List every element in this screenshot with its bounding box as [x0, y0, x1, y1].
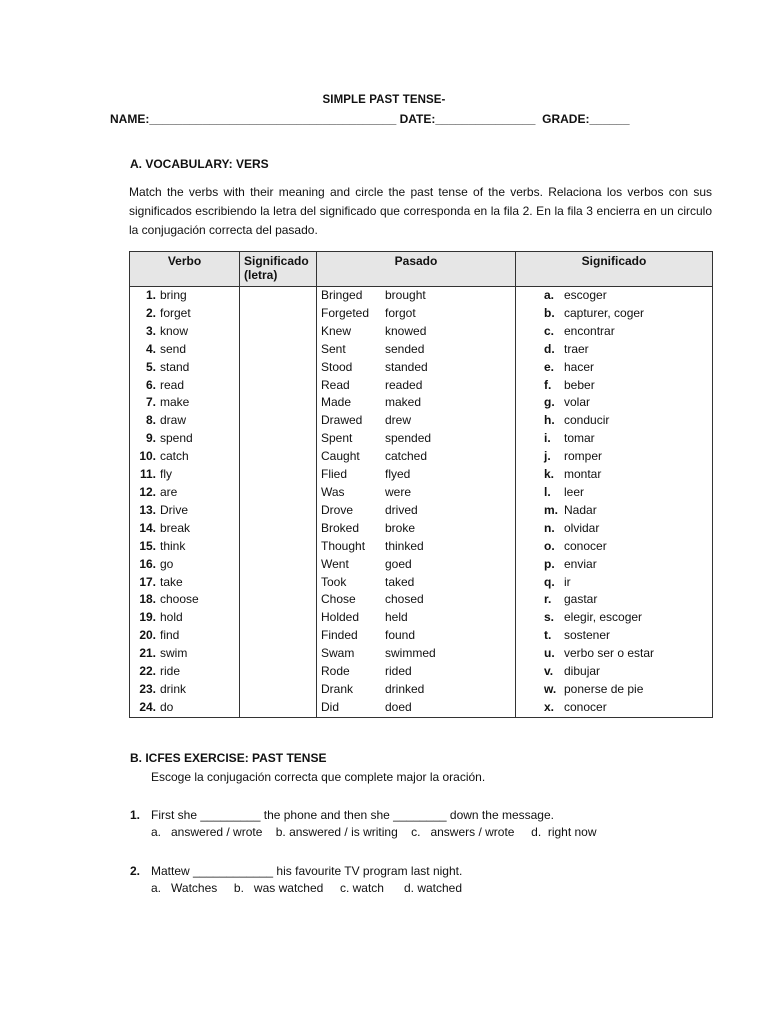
- meaning-cell: [516, 448, 713, 466]
- question-text: First she _________ the phone and then she ________ down the message.: [151, 808, 554, 822]
- verb-cell: [130, 394, 240, 412]
- verb-cell: [130, 645, 240, 663]
- answer-letter-cell[interactable]: [240, 484, 317, 502]
- answer-letter-cell[interactable]: [240, 699, 317, 717]
- table-row: [130, 466, 713, 484]
- meaning: montar: [564, 467, 602, 482]
- past-tense-cell: [317, 699, 516, 717]
- answer-letter-cell[interactable]: [240, 591, 317, 609]
- table-header-row: [130, 252, 713, 287]
- row-number: 24.: [139, 699, 156, 714]
- past-option-2[interactable]: chosed: [385, 592, 424, 607]
- table-row: [130, 520, 713, 538]
- past-option-2[interactable]: found: [385, 628, 416, 643]
- meaning-cell: [516, 574, 713, 592]
- meaning-letter: x.: [544, 699, 555, 714]
- meaning: escoger: [564, 288, 607, 302]
- past-option-1[interactable]: Read: [321, 377, 350, 392]
- meaning-letter: v.: [544, 664, 554, 679]
- row-number: 16.: [139, 556, 156, 571]
- verb: bring: [160, 288, 187, 302]
- meaning: encontrar: [564, 323, 615, 338]
- meaning-cell: [516, 556, 713, 574]
- question-text: Mattew ____________ his favourite TV program last night.: [151, 864, 463, 878]
- table-row: [130, 394, 713, 412]
- question-options: a. Watches b. was watched c. watch d. watched: [151, 881, 463, 895]
- meaning-cell: [516, 520, 713, 538]
- answer-letter-cell[interactable]: [240, 341, 317, 359]
- verb-cell: [130, 305, 240, 323]
- meaning-letter: u.: [544, 646, 555, 661]
- verb: go: [160, 556, 174, 571]
- past-tense-cell: [317, 502, 516, 520]
- answer-letter-cell[interactable]: [240, 394, 317, 412]
- meaning-cell: [516, 466, 713, 484]
- row-number: 21.: [139, 646, 156, 661]
- past-option-1[interactable]: Finded: [321, 628, 358, 643]
- table-row: [130, 359, 713, 377]
- verb: are: [160, 484, 178, 499]
- meaning: traer: [564, 341, 589, 356]
- past-tense-cell: [317, 305, 516, 323]
- table-row: [130, 305, 713, 323]
- meaning-cell: [516, 591, 713, 609]
- answer-letter-cell[interactable]: [240, 609, 317, 627]
- answer-letter-cell[interactable]: [240, 520, 317, 538]
- table-row: [130, 663, 713, 681]
- table-row: [130, 574, 713, 592]
- meaning-letter: w.: [544, 681, 557, 696]
- row-number: 18.: [139, 592, 156, 607]
- row-number: 10.: [139, 449, 156, 464]
- past-option-2[interactable]: were: [385, 484, 412, 499]
- header-significado-letra: Significado (letra): [240, 252, 317, 287]
- row-number: 15.: [139, 538, 156, 553]
- past-tense-cell: [317, 394, 516, 412]
- table-row: [130, 430, 713, 448]
- past-tense-cell: [317, 341, 516, 359]
- row-number: 13.: [139, 502, 156, 517]
- verb: Drive: [160, 502, 189, 517]
- past-option-2[interactable]: readed: [385, 377, 423, 392]
- past-tense-cell: [317, 645, 516, 663]
- past-option-2[interactable]: forgot: [385, 305, 416, 320]
- answer-letter-cell[interactable]: [240, 538, 317, 556]
- table-row: [130, 556, 713, 574]
- verb-cell: [130, 609, 240, 627]
- past-option-2[interactable]: drew: [385, 413, 412, 428]
- meaning: ir: [564, 574, 571, 589]
- row-number: 17.: [139, 574, 156, 589]
- past-option-1[interactable]: Took: [321, 574, 347, 589]
- answer-letter-cell[interactable]: [240, 574, 317, 592]
- past-option-2[interactable]: spended: [385, 431, 432, 446]
- row-number: 9.: [145, 431, 156, 446]
- table-row: [130, 287, 713, 305]
- table-row: [130, 627, 713, 645]
- row-number: 20.: [139, 628, 156, 643]
- verb-cell: [130, 323, 240, 341]
- past-option-1[interactable]: Bringed: [321, 288, 363, 302]
- table-row: [130, 699, 713, 717]
- past-tense-cell: [317, 574, 516, 592]
- past-option-2[interactable]: flyed: [385, 467, 411, 482]
- verb: spend: [160, 431, 193, 446]
- row-number: 22.: [139, 664, 156, 679]
- meaning: olvidar: [564, 520, 600, 535]
- section-a-title: A. VOCABULARY: VERS: [130, 157, 269, 171]
- meaning-letter: s.: [544, 610, 555, 625]
- answer-letter-cell[interactable]: [240, 502, 317, 520]
- row-number: 3.: [145, 323, 156, 338]
- verb-cell: [130, 556, 240, 574]
- question-1: [130, 808, 597, 839]
- meaning-letter: i.: [544, 431, 551, 446]
- meaning-letter: n.: [544, 520, 555, 535]
- section-b-title: B. ICFES EXERCISE: PAST TENSE: [130, 751, 327, 765]
- meaning-letter: o.: [544, 538, 555, 553]
- verb-cell: [130, 681, 240, 699]
- past-tense-cell: [317, 627, 516, 645]
- meaning-cell: [516, 484, 713, 502]
- meaning-cell: [516, 538, 713, 556]
- answer-letter-cell[interactable]: [240, 466, 317, 484]
- past-option-1[interactable]: Broked: [321, 520, 360, 535]
- meaning-letter: h.: [544, 413, 555, 428]
- answer-letter-cell[interactable]: [240, 556, 317, 574]
- verb: take: [160, 574, 183, 589]
- verb: break: [160, 520, 191, 535]
- past-option-1[interactable]: Drawed: [321, 413, 363, 428]
- past-option-2[interactable]: catched: [385, 449, 428, 464]
- header-verbo: Verbo: [130, 252, 240, 287]
- verb: drink: [160, 681, 187, 696]
- past-tense-cell: [317, 591, 516, 609]
- meaning-cell: [516, 377, 713, 395]
- table-row: [130, 591, 713, 609]
- past-option-2[interactable]: drinked: [385, 681, 425, 696]
- past-option-1[interactable]: Swam: [321, 646, 355, 661]
- answer-letter-cell[interactable]: [240, 323, 317, 341]
- verb-cell: [130, 699, 240, 717]
- row-number: 4.: [145, 341, 156, 356]
- meaning-letter: r.: [544, 592, 552, 607]
- verb-cell: [130, 412, 240, 430]
- question-number: 2.: [130, 864, 141, 878]
- meaning-letter: t.: [544, 628, 552, 643]
- meaning-letter: j.: [544, 449, 551, 464]
- verb: send: [160, 341, 187, 356]
- past-tense-cell: [317, 538, 516, 556]
- past-option-1[interactable]: Did: [321, 699, 340, 714]
- table-row: [130, 609, 713, 627]
- verb: choose: [160, 592, 199, 607]
- meaning-letter: l.: [544, 484, 551, 499]
- past-option-1[interactable]: Was: [321, 484, 345, 499]
- vocabulary-table-body: [130, 287, 713, 718]
- meaning-cell: [516, 287, 713, 305]
- past-option-1[interactable]: Went: [321, 556, 349, 571]
- row-number: 7.: [145, 395, 156, 410]
- table-row: [130, 538, 713, 556]
- meaning-cell: [516, 305, 713, 323]
- meaning-cell: [516, 645, 713, 663]
- row-number: 6.: [145, 377, 156, 392]
- verb: know: [160, 323, 189, 338]
- past-option-2[interactable]: doed: [385, 699, 412, 714]
- answer-letter-cell[interactable]: [240, 627, 317, 645]
- verb-cell: [130, 377, 240, 395]
- verb-cell: [130, 430, 240, 448]
- past-option-2[interactable]: brought: [385, 288, 426, 302]
- name-date-grade-line: NAME:_____________________________________ DATE:_______________ GRADE:______: [110, 112, 630, 126]
- past-tense-cell: [317, 556, 516, 574]
- past-option-1[interactable]: Stood: [321, 359, 353, 374]
- past-option-2[interactable]: thinked: [385, 538, 424, 553]
- meaning-letter: b.: [544, 305, 555, 320]
- past-option-1[interactable]: Rode: [321, 664, 350, 679]
- past-option-2[interactable]: maked: [385, 395, 422, 410]
- past-option-2[interactable]: held: [385, 610, 408, 625]
- table-row: [130, 323, 713, 341]
- answer-letter-cell[interactable]: [240, 305, 317, 323]
- meaning: sostener: [564, 628, 611, 643]
- row-number: 8.: [145, 413, 156, 428]
- meaning: dibujar: [564, 664, 601, 679]
- past-tense-cell: [317, 466, 516, 484]
- meaning: verbo ser o estar: [564, 646, 655, 661]
- verb: swim: [160, 646, 188, 661]
- meaning-cell: [516, 663, 713, 681]
- meaning-cell: [516, 430, 713, 448]
- answer-letter-cell[interactable]: [240, 412, 317, 430]
- past-option-1[interactable]: Chose: [321, 592, 356, 607]
- answer-letter-cell[interactable]: [240, 645, 317, 663]
- past-option-2[interactable]: broke: [385, 520, 416, 535]
- meaning: enviar: [564, 556, 597, 571]
- verb: find: [160, 628, 180, 643]
- meaning: conocer: [564, 538, 607, 553]
- meaning-cell: [516, 412, 713, 430]
- table-row: [130, 484, 713, 502]
- row-number: 5.: [145, 359, 156, 374]
- meaning-letter: m.: [544, 502, 559, 517]
- row-number: 23.: [139, 681, 156, 696]
- table-row: [130, 341, 713, 359]
- meaning-cell: [516, 341, 713, 359]
- row-number: 12.: [139, 484, 156, 499]
- meaning-letter: p.: [544, 556, 555, 571]
- verb-cell: [130, 574, 240, 592]
- header-pasado: Pasado: [317, 252, 516, 287]
- past-option-2[interactable]: swimmed: [385, 646, 436, 661]
- row-number: 14.: [139, 520, 156, 535]
- meaning-letter: q.: [544, 574, 555, 589]
- verb-cell: [130, 287, 240, 305]
- row-number: 11.: [139, 467, 156, 482]
- verb-cell: [130, 448, 240, 466]
- meaning: Nadar: [564, 502, 597, 517]
- past-option-1[interactable]: Sent: [321, 341, 346, 356]
- past-tense-cell: [317, 377, 516, 395]
- past-option-1[interactable]: Thought: [321, 538, 366, 553]
- table-row: [130, 448, 713, 466]
- verb: hold: [160, 610, 183, 625]
- row-number: 19.: [139, 610, 156, 625]
- past-option-1[interactable]: Forgeted: [321, 305, 370, 320]
- meaning-cell: [516, 502, 713, 520]
- meaning-letter: f.: [544, 377, 552, 392]
- past-option-1[interactable]: Drove: [321, 502, 354, 517]
- section-b-subtitle: Escoge la conjugación correcta que complete major la oración.: [151, 770, 486, 784]
- past-option-1[interactable]: Spent: [321, 431, 353, 446]
- meaning-cell: [516, 394, 713, 412]
- page-title: SIMPLE PAST TENSE-: [322, 94, 446, 106]
- meaning-letter: a.: [544, 288, 555, 302]
- meaning-cell: [516, 627, 713, 645]
- verb: forget: [160, 305, 191, 320]
- verb-cell: [130, 627, 240, 645]
- table-row: [130, 502, 713, 520]
- verb-cell: [130, 466, 240, 484]
- meaning-cell: [516, 681, 713, 699]
- vocabulary-table: [129, 251, 713, 718]
- past-option-1[interactable]: Flied: [321, 467, 348, 482]
- row-number: 1.: [145, 288, 156, 302]
- verb-cell: [130, 341, 240, 359]
- meaning: conocer: [564, 699, 607, 714]
- answer-letter-cell[interactable]: [240, 448, 317, 466]
- verb: do: [160, 699, 174, 714]
- past-tense-cell: [317, 520, 516, 538]
- past-tense-cell: [317, 663, 516, 681]
- header-significado: Significado: [516, 252, 713, 287]
- meaning-cell: [516, 609, 713, 627]
- past-tense-cell: [317, 359, 516, 377]
- meaning: conducir: [564, 413, 610, 428]
- question-2: [130, 864, 462, 895]
- past-option-1[interactable]: Knew: [321, 323, 352, 338]
- past-option-2[interactable]: standed: [385, 359, 428, 374]
- answer-letter-cell[interactable]: [240, 681, 317, 699]
- verb-cell: [130, 538, 240, 556]
- meaning: volar: [564, 395, 591, 410]
- past-option-1[interactable]: Caught: [321, 449, 360, 464]
- meaning: ponerse de pie: [564, 681, 644, 696]
- meaning-letter: d.: [544, 341, 555, 356]
- meaning-letter: g.: [544, 395, 555, 410]
- verb-cell: [130, 484, 240, 502]
- meaning-cell: [516, 699, 713, 717]
- meaning: beber: [564, 377, 595, 392]
- meaning-cell: [516, 359, 713, 377]
- answer-letter-cell[interactable]: [240, 287, 317, 305]
- meaning: elegir, escoger: [564, 610, 643, 625]
- past-option-2[interactable]: rided: [385, 664, 412, 679]
- past-option-2[interactable]: drived: [385, 502, 418, 517]
- meaning: hacer: [564, 359, 595, 374]
- past-option-2[interactable]: taked: [385, 574, 415, 589]
- verb: make: [160, 395, 190, 410]
- verb-cell: [130, 359, 240, 377]
- verb: draw: [160, 413, 187, 428]
- past-option-2[interactable]: goed: [385, 556, 412, 571]
- past-tense-cell: [317, 287, 516, 305]
- table-row: [130, 681, 713, 699]
- meaning-letter: c.: [544, 323, 555, 338]
- past-tense-cell: [317, 430, 516, 448]
- past-option-1[interactable]: Holded: [321, 610, 360, 625]
- answer-letter-cell[interactable]: [240, 359, 317, 377]
- meaning: romper: [564, 449, 603, 464]
- verb-cell: [130, 502, 240, 520]
- question-options: a. answered / wrote b. answered / is writing c. answers / wrote d. right now: [151, 825, 597, 839]
- past-option-2[interactable]: sended: [385, 341, 425, 356]
- past-tense-cell: [317, 412, 516, 430]
- verb: stand: [160, 359, 190, 374]
- verb: fly: [160, 467, 172, 482]
- meaning-cell: [516, 323, 713, 341]
- past-tense-cell: [317, 681, 516, 699]
- verb: ride: [160, 664, 181, 679]
- meaning: tomar: [564, 431, 595, 446]
- section-a-instructions: Match the verbs with their meaning and circle the past tense of the verbs. Relaciona los verbos con sus significados escribiendo la letra del significado que corresponda en la fila 2. En la fila 3 encierra en un circulo la conjugación correcta del pasado.: [129, 185, 712, 238]
- answer-letter-cell[interactable]: [240, 430, 317, 448]
- meaning: capturer, coger: [564, 305, 645, 320]
- past-option-2[interactable]: knowed: [385, 323, 427, 338]
- answer-letter-cell[interactable]: [240, 663, 317, 681]
- verb-cell: [130, 520, 240, 538]
- table-row: [130, 645, 713, 663]
- meaning-letter: k.: [544, 467, 555, 482]
- table-row: [130, 412, 713, 430]
- past-tense-cell: [317, 448, 516, 466]
- past-tense-cell: [317, 323, 516, 341]
- row-number: 2.: [145, 305, 156, 320]
- past-option-1[interactable]: Made: [321, 395, 352, 410]
- verb: think: [160, 538, 186, 553]
- past-tense-cell: [317, 484, 516, 502]
- table-row: [130, 377, 713, 395]
- meaning-letter: e.: [544, 359, 555, 374]
- verb-cell: [130, 591, 240, 609]
- verb: catch: [160, 449, 189, 464]
- meaning: leer: [564, 484, 585, 499]
- past-tense-cell: [317, 609, 516, 627]
- past-option-1[interactable]: Drank: [321, 681, 354, 696]
- meaning: gastar: [564, 592, 598, 607]
- answer-letter-cell[interactable]: [240, 377, 317, 395]
- verb: read: [160, 377, 185, 392]
- verb-cell: [130, 663, 240, 681]
- question-number: 1.: [130, 808, 141, 822]
